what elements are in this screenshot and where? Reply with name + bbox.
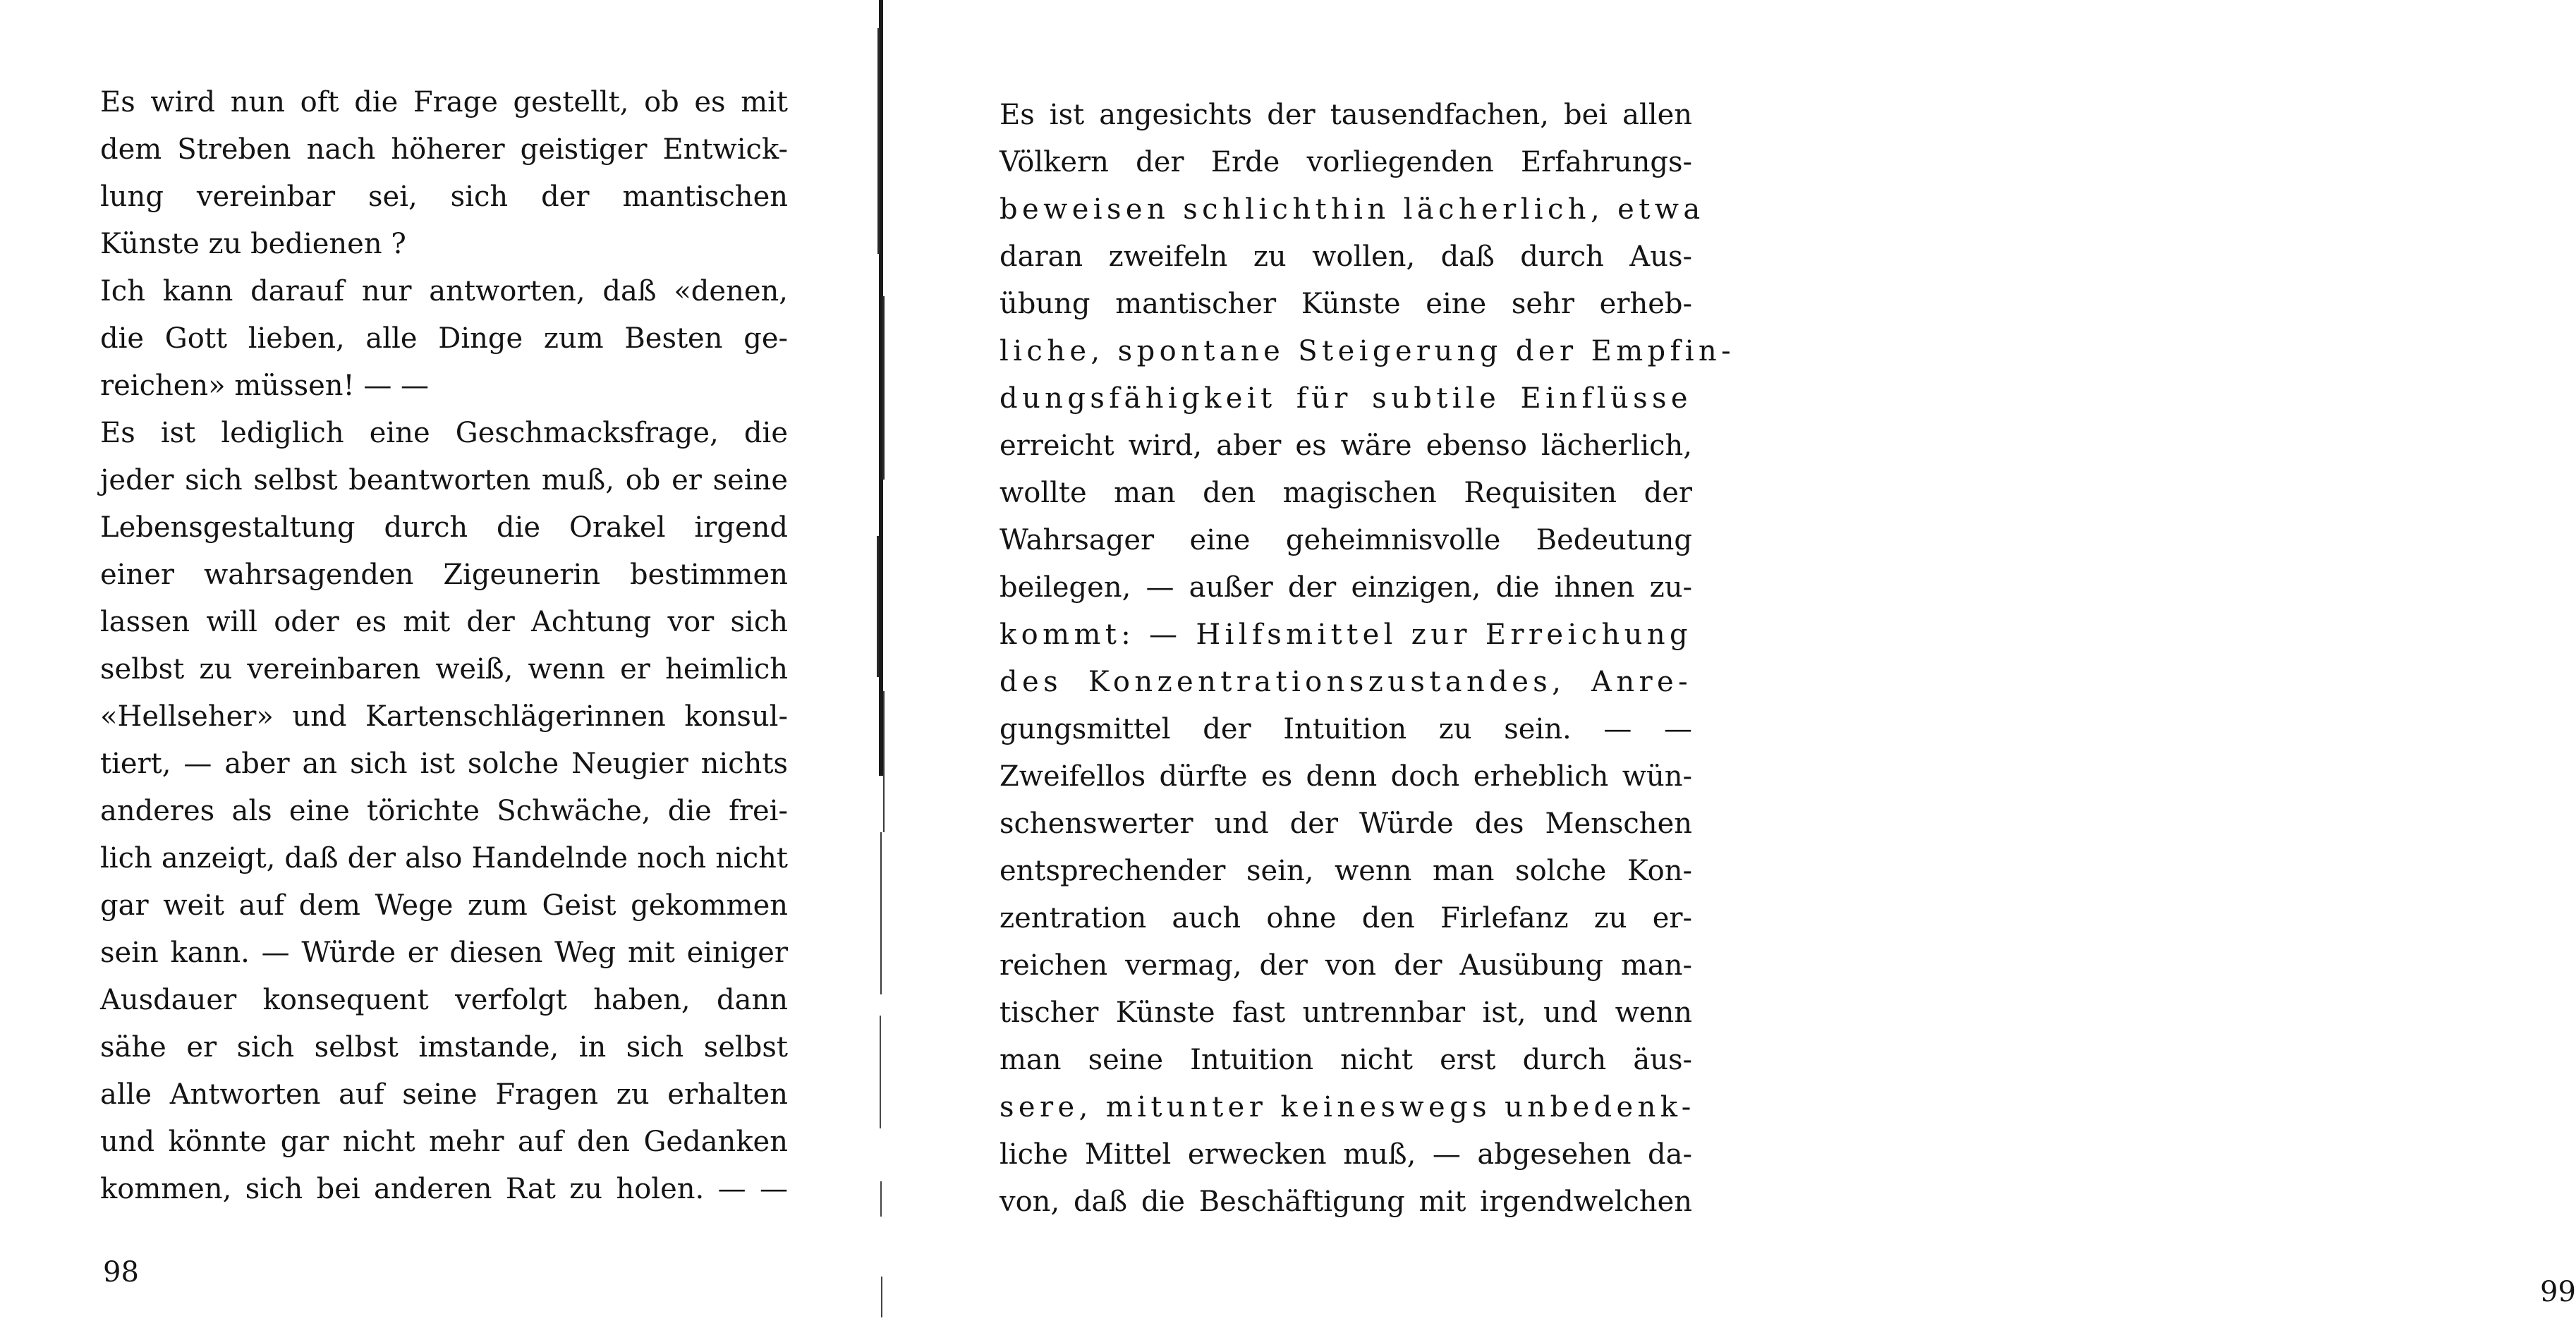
text-line: dem Streben nach höherer geistiger Entwick- [100,133,788,166]
page-number-left: 98 [103,1256,139,1289]
text-line: Wahrsager eine geheimnisvolle Bedeutung [1000,524,1692,556]
text-line: lassen will oder es mit der Achtung vor sich [100,606,788,638]
text-line: jeder sich selbst beantworten muß, ob er seine [100,464,788,497]
right-page [892,0,2576,1340]
text-line: Es ist angesichts der tausendfachen, bei allen [1000,99,1692,131]
text-line: zentration auch ohne den Firlefanz zu er- [1000,902,1692,934]
left-page-text [100,79,788,1213]
text-line: Ich kann darauf nur antworten, daß «denen, [100,275,788,307]
text-line: reichen» müssen! — — [100,370,430,402]
text-line: selbst zu vereinbaren weiß, wenn er heimlich [100,653,788,686]
text-line: einer wahrsagenden Zigeunerin bestimmen [100,559,788,591]
text-line: tischer Künste fast untrennbar ist, und wenn [1000,997,1692,1029]
text-line: wollte man den magischen Requisiten der [1000,477,1692,509]
text-line: «Hellseher» und Kartenschlägerinnen konsul- [100,700,788,733]
book-gutter [872,0,893,1340]
text-line: des Konzentrationszustandes, Anre- [1000,666,1692,698]
text-line: alle Antworten auf seine Fragen zu erhalten [100,1078,788,1111]
text-line: Künste zu bedienen ? [100,228,406,260]
text-line: Völkern der Erde vorliegenden Erfahrungs- [1000,146,1692,178]
text-line: Es wird nun oft die Frage gestellt, ob es mit [100,86,788,118]
text-line: erreicht wird, aber es wäre ebenso lächerlich, [1000,430,1692,462]
page-number-right: 99 [2540,1276,2576,1308]
text-line: kommt: — Hilfsmittel zur Erreichung [1000,619,1692,651]
gutter-shadow [872,0,893,1340]
text-line: liche, spontane Steigerung der Empfin- [1000,335,1736,367]
text-line: reichen vermag, der von der Ausübung man- [1000,949,1692,982]
text-line: tiert, — aber an sich ist solche Neugier nichts [100,748,788,780]
text-line: kommen, sich bei anderen Rat zu holen. — — [100,1173,788,1205]
text-line: sähe er sich selbst imstande, in sich selbst [100,1031,788,1064]
text-line: beilegen, — außer der einzigen, die ihnen zu- [1000,571,1692,604]
text-line: und könnte gar nicht mehr auf den Gedanken [100,1126,788,1158]
text-line: Lebensgestaltung durch die Orakel irgend [100,511,788,544]
text-line: gar weit auf dem Wege zum Geist gekommen [100,889,788,922]
text-line: man seine Intuition nicht erst durch äus- [1000,1044,1692,1076]
text-line: schenswerter und der Würde des Menschen [1000,808,1692,840]
text-line: Zweifellos dürfte es denn doch erheblich wün- [1000,760,1692,793]
text-line: gungsmittel der Intuition zu sein. — — [1000,713,1692,745]
text-line: entsprechender sein, wenn man solche Kon- [1000,855,1692,887]
text-line: übung mantischer Künste eine sehr erheb- [1000,288,1692,320]
text-line: dungsfähigkeit für subtile Einflüsse [1000,382,1692,415]
left-page [0,0,878,1340]
text-line: Es ist lediglich eine Geschmacksfrage, die [100,417,788,449]
text-line: Ausdauer konsequent verfolgt haben, dann [100,984,788,1016]
text-line: lich anzeigt, daß der also Handelnde noch nicht [100,842,788,875]
text-line: sere, mitunter keineswegs unbedenk- [1000,1091,1696,1123]
text-line: die Gott lieben, alle Dinge zum Besten ge- [100,322,788,355]
text-line: lung vereinbar sei, sich der mantischen [100,181,788,213]
text-line: daran zweifeln zu wollen, daß durch Aus- [1000,240,1692,273]
text-line: von, daß die Beschäftigung mit irgendwelchen [1000,1186,1692,1218]
text-line: anderes als eine törichte Schwäche, die frei- [100,795,788,827]
text-line: beweisen schlichthin lächerlich, etwa [1000,193,1705,226]
text-line: sein kann. — Würde er diesen Weg mit einiger [100,937,788,969]
right-page-text [1000,92,1736,1226]
text-line: liche Mittel erwecken muß, — abgesehen da- [1000,1138,1692,1171]
